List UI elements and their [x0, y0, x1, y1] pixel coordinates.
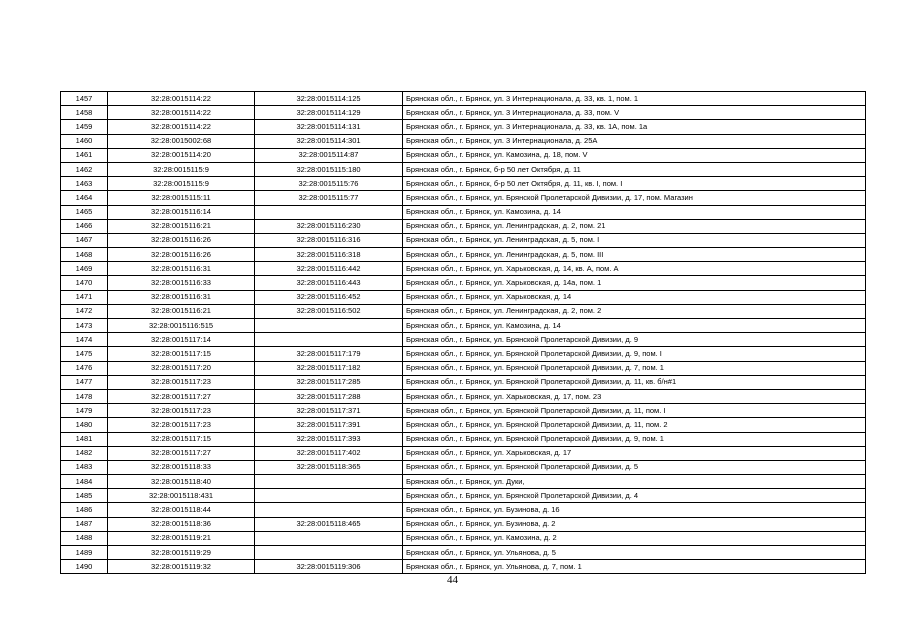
table-row — [61, 120, 866, 134]
object-cadastral-number-cell: 32:28:0015115:76 — [255, 177, 403, 191]
table-row — [61, 191, 866, 205]
land-cadastral-number-cell: 32:28:0015116:33 — [108, 276, 255, 290]
row-number-cell: 1461 — [61, 148, 108, 162]
table-row — [61, 347, 866, 361]
row-number-cell: 1480 — [61, 418, 108, 432]
table-row — [61, 162, 866, 176]
land-cadastral-number-cell: 32:28:0015114:22 — [108, 120, 255, 134]
land-cadastral-number-cell: 32:28:0015116:21 — [108, 219, 255, 233]
address-cell: Брянская обл., г. Брянск, ул. Бузинова, д. 2 — [403, 517, 866, 531]
cadastral-table — [60, 91, 866, 574]
land-cadastral-number-cell: 32:28:0015116:31 — [108, 290, 255, 304]
table-row — [61, 546, 866, 560]
object-cadastral-number-cell: 32:28:0015117:402 — [255, 446, 403, 460]
address-cell: Брянская обл., г. Брянск, б-р 50 лет Октября, д. 11 — [403, 162, 866, 176]
address-cell: Брянская обл., г. Брянск, ул. Брянской Пролетарской Дивизии, д. 11, кв. б/н#1 — [403, 375, 866, 389]
table-row — [61, 276, 866, 290]
object-cadastral-number-cell: 32:28:0015117:393 — [255, 432, 403, 446]
row-number-cell: 1477 — [61, 375, 108, 389]
land-cadastral-number-cell: 32:28:0015116:515 — [108, 319, 255, 333]
address-cell: Брянская обл., г. Брянск, ул. 3 Интернационала, д. 33, кв. 1А, пом. 1а — [403, 120, 866, 134]
row-number-cell: 1460 — [61, 134, 108, 148]
object-cadastral-number-cell: 32:28:0015118:465 — [255, 517, 403, 531]
object-cadastral-number-cell: 32:28:0015116:442 — [255, 262, 403, 276]
address-cell: Брянская обл., г. Брянск, ул. Дуки, — [403, 475, 866, 489]
object-cadastral-number-cell — [255, 333, 403, 347]
table-row — [61, 475, 866, 489]
object-cadastral-number-cell — [255, 205, 403, 219]
object-cadastral-number-cell: 32:28:0015114:129 — [255, 106, 403, 120]
row-number-cell: 1487 — [61, 517, 108, 531]
land-cadastral-number-cell: 32:28:0015118:44 — [108, 503, 255, 517]
object-cadastral-number-cell — [255, 489, 403, 503]
address-cell: Брянская обл., г. Брянск, ул. 3 Интернационала, д. 33, пом. V — [403, 106, 866, 120]
table-row — [61, 219, 866, 233]
table-row — [61, 418, 866, 432]
row-number-cell: 1488 — [61, 531, 108, 545]
land-cadastral-number-cell: 32:28:0015117:27 — [108, 389, 255, 403]
row-number-cell: 1485 — [61, 489, 108, 503]
land-cadastral-number-cell: 32:28:0015116:31 — [108, 262, 255, 276]
land-cadastral-number-cell: 32:28:0015116:26 — [108, 248, 255, 262]
table-row — [61, 446, 866, 460]
address-cell: Брянская обл., г. Брянск, ул. Харьковская, д. 17, пом. 23 — [403, 389, 866, 403]
object-cadastral-number-cell: 32:28:0015114:301 — [255, 134, 403, 148]
land-cadastral-number-cell: 32:28:0015117:15 — [108, 432, 255, 446]
address-cell: Брянская обл., г. Брянск, ул. Бузинова, д. 16 — [403, 503, 866, 517]
land-cadastral-number-cell: 32:28:0015117:27 — [108, 446, 255, 460]
object-cadastral-number-cell: 32:28:0015117:288 — [255, 389, 403, 403]
land-cadastral-number-cell: 32:28:0015118:33 — [108, 460, 255, 474]
object-cadastral-number-cell: 32:28:0015118:365 — [255, 460, 403, 474]
object-cadastral-number-cell: 32:28:0015117:182 — [255, 361, 403, 375]
table-row — [61, 106, 866, 120]
row-number-cell: 1476 — [61, 361, 108, 375]
table-row — [61, 92, 866, 106]
row-number-cell: 1475 — [61, 347, 108, 361]
table-row — [61, 304, 866, 318]
land-cadastral-number-cell: 32:28:0015115:11 — [108, 191, 255, 205]
land-cadastral-number-cell: 32:28:0015118:431 — [108, 489, 255, 503]
address-cell: Брянская обл., г. Брянск, ул. Брянской Пролетарской Дивизии, д. 5 — [403, 460, 866, 474]
table-row — [61, 404, 866, 418]
address-cell: Брянская обл., г. Брянск, ул. Камозина, д. 2 — [403, 531, 866, 545]
object-cadastral-number-cell: 32:28:0015116:452 — [255, 290, 403, 304]
object-cadastral-number-cell: 32:28:0015114:131 — [255, 120, 403, 134]
object-cadastral-number-cell: 32:28:0015116:443 — [255, 276, 403, 290]
address-cell: Брянская обл., г. Брянск, ул. Харьковская, д. 14а, пом. 1 — [403, 276, 866, 290]
table-row — [61, 134, 866, 148]
row-number-cell: 1464 — [61, 191, 108, 205]
object-cadastral-number-cell — [255, 531, 403, 545]
row-number-cell: 1478 — [61, 389, 108, 403]
land-cadastral-number-cell: 32:28:0015116:14 — [108, 205, 255, 219]
land-cadastral-number-cell: 32:28:0015114:22 — [108, 106, 255, 120]
row-number-cell: 1469 — [61, 262, 108, 276]
land-cadastral-number-cell: 32:28:0015119:21 — [108, 531, 255, 545]
object-cadastral-number-cell: 32:28:0015115:180 — [255, 162, 403, 176]
land-cadastral-number-cell: 32:28:0015117:23 — [108, 418, 255, 432]
address-cell: Брянская обл., г. Брянск, ул. Камозина, д. 18, пом. V — [403, 148, 866, 162]
land-cadastral-number-cell: 32:28:0015118:36 — [108, 517, 255, 531]
table-row — [61, 205, 866, 219]
row-number-cell: 1484 — [61, 475, 108, 489]
land-cadastral-number-cell: 32:28:0015117:15 — [108, 347, 255, 361]
row-number-cell: 1479 — [61, 404, 108, 418]
row-number-cell: 1468 — [61, 248, 108, 262]
object-cadastral-number-cell — [255, 319, 403, 333]
table-row — [61, 290, 866, 304]
object-cadastral-number-cell: 32:28:0015115:77 — [255, 191, 403, 205]
row-number-cell: 1465 — [61, 205, 108, 219]
object-cadastral-number-cell — [255, 503, 403, 517]
object-cadastral-number-cell: 32:28:0015116:316 — [255, 233, 403, 247]
table-row — [61, 375, 866, 389]
object-cadastral-number-cell: 32:28:0015117:371 — [255, 404, 403, 418]
address-cell: Брянская обл., г. Брянск, ул. Камозина, д. 14 — [403, 319, 866, 333]
address-cell: Брянская обл., г. Брянск, ул. Харьковская, д. 17 — [403, 446, 866, 460]
row-number-cell: 1483 — [61, 460, 108, 474]
object-cadastral-number-cell — [255, 475, 403, 489]
object-cadastral-number-cell: 32:28:0015116:230 — [255, 219, 403, 233]
land-cadastral-number-cell: 32:28:0015114:22 — [108, 92, 255, 106]
page-number: 44 — [447, 574, 458, 586]
address-cell: Брянская обл., г. Брянск, ул. Брянской Пролетарской Дивизии, д. 11, пом. I — [403, 404, 866, 418]
address-cell: Брянская обл., г. Брянск, ул. Ленинградская, д. 2, пом. 21 — [403, 219, 866, 233]
land-cadastral-number-cell: 32:28:0015115:9 — [108, 177, 255, 191]
land-cadastral-number-cell: 32:28:0015114:20 — [108, 148, 255, 162]
table-row — [61, 361, 866, 375]
row-number-cell: 1486 — [61, 503, 108, 517]
object-cadastral-number-cell: 32:28:0015114:125 — [255, 92, 403, 106]
land-cadastral-number-cell: 32:28:0015119:29 — [108, 546, 255, 560]
table-row — [61, 503, 866, 517]
table-row — [61, 319, 866, 333]
land-cadastral-number-cell: 32:28:0015116:26 — [108, 233, 255, 247]
address-cell: Брянская обл., г. Брянск, ул. Брянской Пролетарской Дивизии, д. 9 — [403, 333, 866, 347]
row-number-cell: 1482 — [61, 446, 108, 460]
address-cell: Брянская обл., г. Брянск, ул. Ульянова, д. 7, пом. 1 — [403, 560, 866, 574]
object-cadastral-number-cell: 32:28:0015114:87 — [255, 148, 403, 162]
row-number-cell: 1470 — [61, 276, 108, 290]
address-cell: Брянская обл., г. Брянск, ул. Брянской Пролетарской Дивизии, д. 17, пом. Магазин — [403, 191, 866, 205]
row-number-cell: 1459 — [61, 120, 108, 134]
table-row — [61, 560, 866, 574]
land-cadastral-number-cell: 32:28:0015117:23 — [108, 404, 255, 418]
row-number-cell: 1471 — [61, 290, 108, 304]
land-cadastral-number-cell: 32:28:0015119:32 — [108, 560, 255, 574]
land-cadastral-number-cell: 32:28:0015117:20 — [108, 361, 255, 375]
row-number-cell: 1481 — [61, 432, 108, 446]
table-body — [61, 92, 866, 574]
row-number-cell: 1490 — [61, 560, 108, 574]
table-row — [61, 517, 866, 531]
land-cadastral-number-cell: 32:28:0015117:23 — [108, 375, 255, 389]
address-cell: Брянская обл., г. Брянск, ул. Харьковская, д. 14 — [403, 290, 866, 304]
table-row — [61, 148, 866, 162]
object-cadastral-number-cell: 32:28:0015116:318 — [255, 248, 403, 262]
address-cell: Брянская обл., г. Брянск, ул. Ленинградская, д. 5, пом. III — [403, 248, 866, 262]
row-number-cell: 1489 — [61, 546, 108, 560]
object-cadastral-number-cell: 32:28:0015117:285 — [255, 375, 403, 389]
row-number-cell: 1457 — [61, 92, 108, 106]
row-number-cell: 1472 — [61, 304, 108, 318]
land-cadastral-number-cell: 32:28:0015002:68 — [108, 134, 255, 148]
object-cadastral-number-cell: 32:28:0015119:306 — [255, 560, 403, 574]
row-number-cell: 1463 — [61, 177, 108, 191]
address-cell: Брянская обл., г. Брянск, ул. Брянской Пролетарской Дивизии, д. 7, пом. 1 — [403, 361, 866, 375]
land-cadastral-number-cell: 32:28:0015117:14 — [108, 333, 255, 347]
row-number-cell: 1458 — [61, 106, 108, 120]
land-cadastral-number-cell: 32:28:0015115:9 — [108, 162, 255, 176]
address-cell: Брянская обл., г. Брянск, ул. Брянской Пролетарской Дивизии, д. 9, пом. I — [403, 347, 866, 361]
table-row — [61, 432, 866, 446]
row-number-cell: 1473 — [61, 319, 108, 333]
address-cell: Брянская обл., г. Брянск, ул. 3 Интернационала, д. 33, кв. 1, пом. 1 — [403, 92, 866, 106]
table-row — [61, 177, 866, 191]
table-row — [61, 489, 866, 503]
table-row — [61, 333, 866, 347]
table-row — [61, 531, 866, 545]
address-cell: Брянская обл., г. Брянск, ул. Брянской Пролетарской Дивизии, д. 11, пом. 2 — [403, 418, 866, 432]
land-cadastral-number-cell: 32:28:0015116:21 — [108, 304, 255, 318]
object-cadastral-number-cell: 32:28:0015117:179 — [255, 347, 403, 361]
object-cadastral-number-cell: 32:28:0015117:391 — [255, 418, 403, 432]
row-number-cell: 1466 — [61, 219, 108, 233]
object-cadastral-number-cell: 32:28:0015116:502 — [255, 304, 403, 318]
table-row — [61, 389, 866, 403]
address-cell: Брянская обл., г. Брянск, ул. Ленинградская, д. 2, пом. 2 — [403, 304, 866, 318]
table-row — [61, 233, 866, 247]
address-cell: Брянская обл., г. Брянск, ул. Камозина, д. 14 — [403, 205, 866, 219]
row-number-cell: 1474 — [61, 333, 108, 347]
address-cell: Брянская обл., г. Брянск, ул. Ленинградская, д. 5, пом. I — [403, 233, 866, 247]
row-number-cell: 1467 — [61, 233, 108, 247]
address-cell: Брянская обл., г. Брянск, ул. Брянской Пролетарской Дивизии, д. 4 — [403, 489, 866, 503]
address-cell: Брянская обл., г. Брянск, б-р 50 лет Октября, д. 11, кв. I, пом. I — [403, 177, 866, 191]
table-row — [61, 262, 866, 276]
address-cell: Брянская обл., г. Брянск, ул. 3 Интернационала, д. 25А — [403, 134, 866, 148]
table-row — [61, 460, 866, 474]
object-cadastral-number-cell — [255, 546, 403, 560]
address-cell: Брянская обл., г. Брянск, ул. Харьковская, д. 14, кв. А, пом. А — [403, 262, 866, 276]
address-cell: Брянская обл., г. Брянск, ул. Брянской Пролетарской Дивизии, д. 9, пом. 1 — [403, 432, 866, 446]
table-row — [61, 248, 866, 262]
land-cadastral-number-cell: 32:28:0015118:40 — [108, 475, 255, 489]
row-number-cell: 1462 — [61, 162, 108, 176]
address-cell: Брянская обл., г. Брянск, ул. Ульянова, д. 5 — [403, 546, 866, 560]
